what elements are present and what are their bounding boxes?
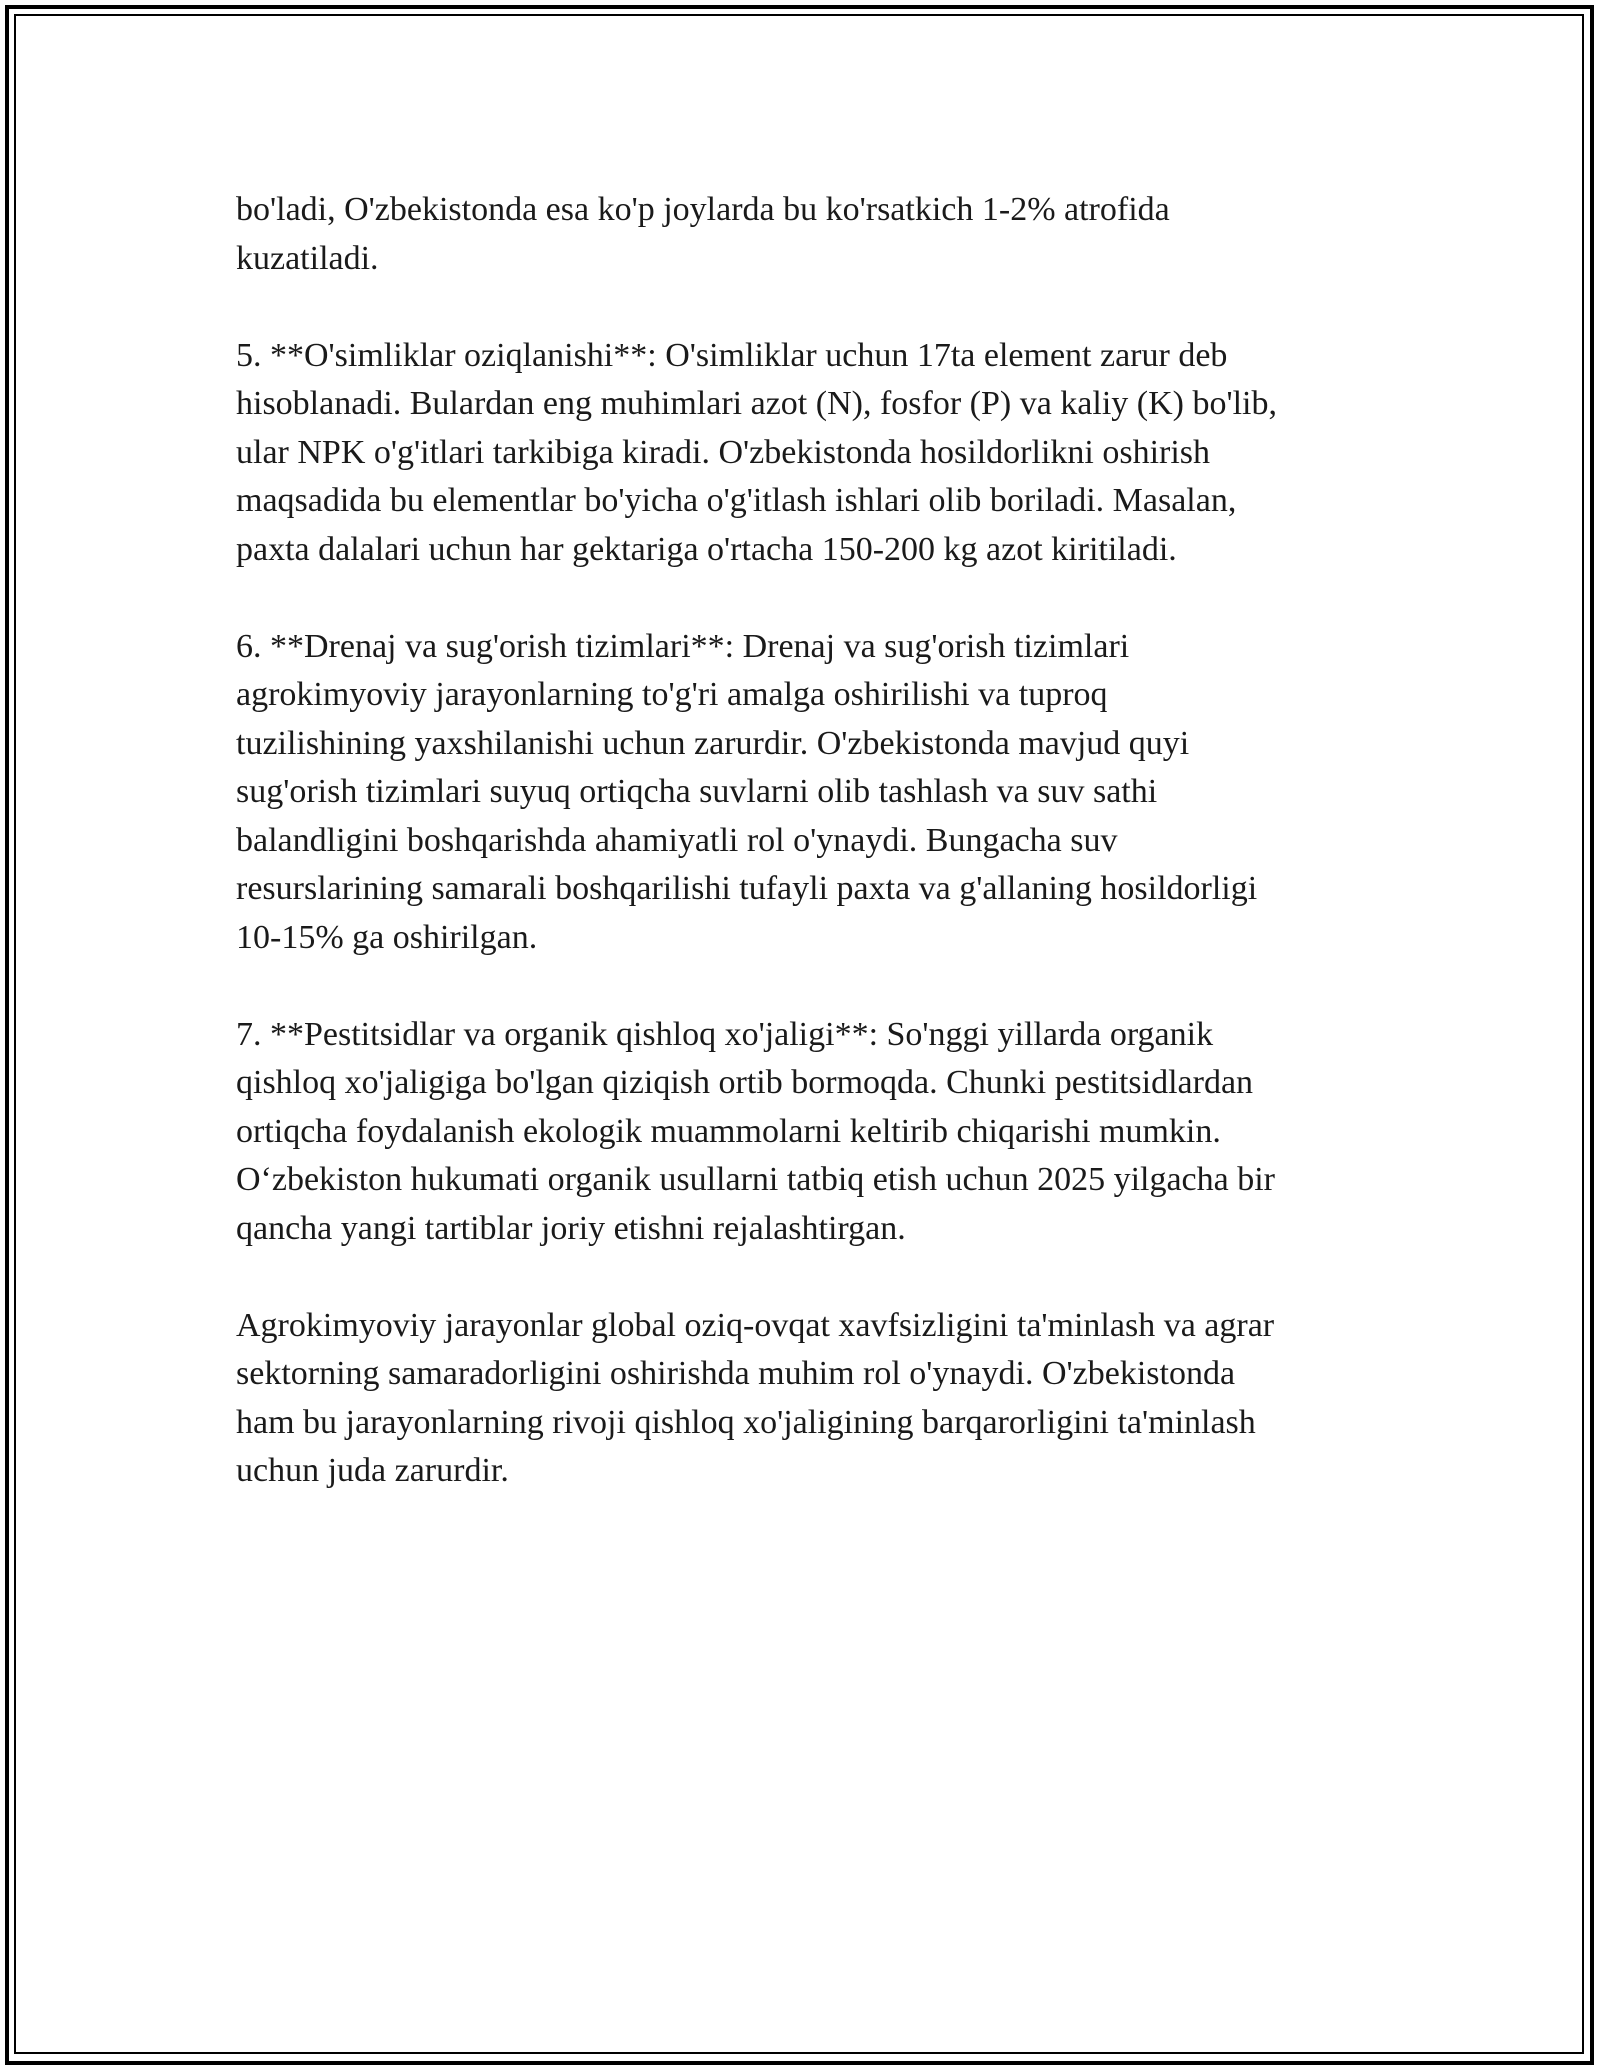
paragraph-pesticides-organic: 7. **Pestitsidlar va organik qishloq xo'jaligi**: So'nggi yillarda organik qishloq xo'jaligiga bo'lgan qiziqish ortib bormoqda. Chunki pestitsidlardan ortiqcha foydalanish ekologik muammolarni keltirib chiqarishi mumkin. O‘zbekiston hukumati organik usullarni tatbiq etish uchun 2025 yilgacha bir qancha yangi tartiblar joriy etishni rejalashtirgan. [236,1015,1276,1247]
paragraph-drainage-irrigation: 6. **Drenaj va sug'orish tizimlari**: Drenaj va sug'orish tizimlari agrokimyoviy jarayonlarning to'g'ri amalga oshirilishi va tuproq tuzilishining yaxshilanishi uchun zarurdir. O'zbekistonda mavjud quyi sug'orish tizimlari suyuq ortiqcha suvlarni olib tashlash va suv sathi balandligini boshqarishda ahamiyatli rol o'ynaydi. Bungacha suv resurslarining samarali boshqarilishi tufayli paxta va g'allaning hosildorligi 10-15% ga oshirilgan. [236,627,1258,956]
paragraph-conclusion: Agrokimyoviy jarayonlar global oziq-ovqat xavfsizligini ta'minlash va agrar sektorning samaradorligini oshirishda muhim rol o'ynaydi. O'zbekistonda ham bu jarayonlarning rivoji qishloq xo'jaligining barqarorligini ta'minlash uchun juda zarurdir. [236,1306,1275,1489]
paragraph-continuation: bo'ladi, O'zbekistonda esa ko'p joylarda bu ko'rsatkich 1-2% atrofida kuzatiladi. [236,191,1170,277]
document-body [236,186,1386,1496]
paragraph-plant-nutrition: 5. **O'simliklar oziqlanishi**: O'simliklar uchun 17ta element zarur deb hisoblanadi. Bulardan eng muhimlari azot (N), fosfor (P) va kaliy (K) bo'lib, ular NPK o'g'itlari tarkibiga kiradi. O'zbekistonda hosildorlikni oshirish maqsadida bu elementlar bo'yicha o'g'itlash ishlari olib boriladi. Masalan, paxta dalalari uchun har gektariga o'rtacha 150-200 kg azot kiritiladi. [236,336,1277,568]
